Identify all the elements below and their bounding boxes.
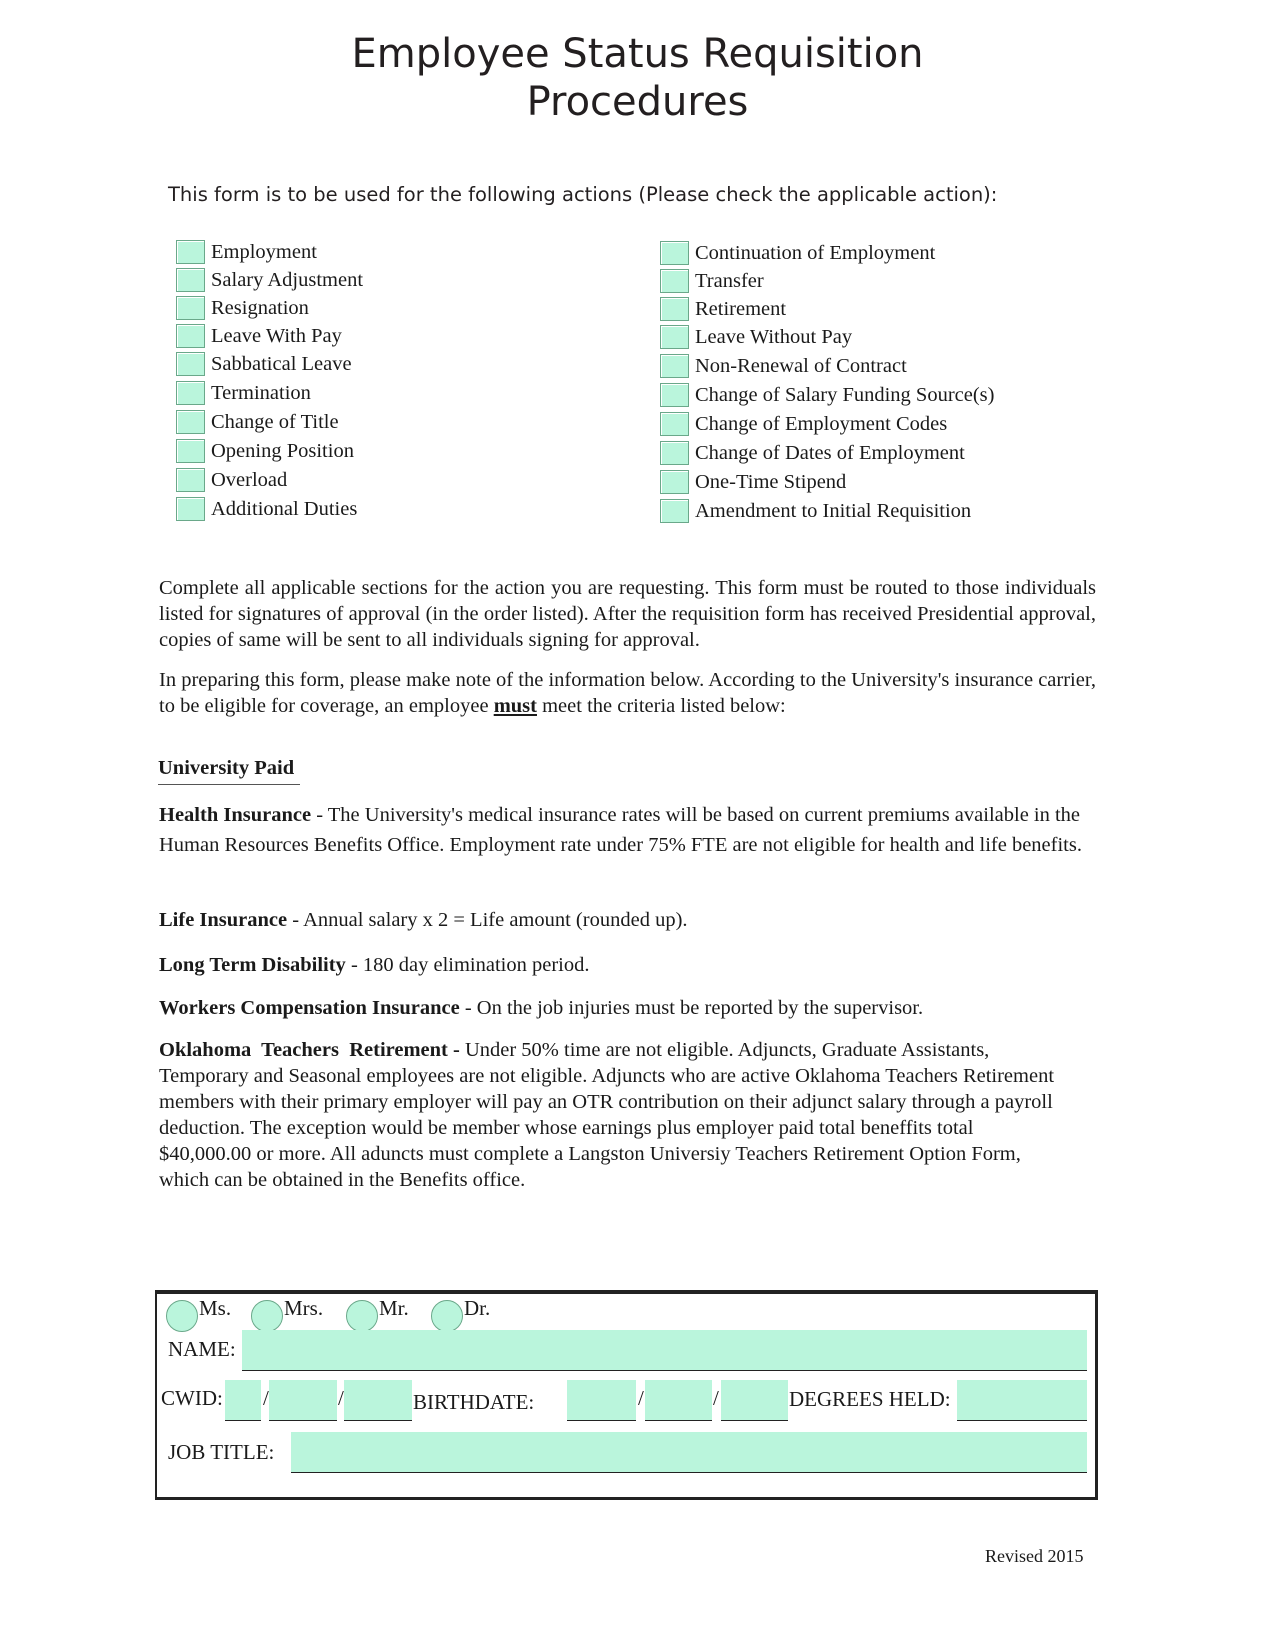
- birthdate-separator: /: [713, 1386, 719, 1410]
- birthdate-year-field[interactable]: [721, 1380, 788, 1421]
- action-checkbox[interactable]: [176, 439, 205, 463]
- action-label: Termination: [211, 381, 311, 404]
- section-title-underline: [158, 784, 300, 785]
- action-option[interactable]: [176, 294, 309, 322]
- action-checkbox[interactable]: [176, 497, 205, 521]
- action-label: Employment: [211, 240, 317, 263]
- life-insurance-title: Life Insurance: [159, 909, 288, 931]
- action-checkbox[interactable]: [660, 325, 689, 349]
- action-option[interactable]: [660, 439, 965, 467]
- name-field[interactable]: [242, 1330, 1087, 1371]
- action-option[interactable]: [176, 379, 311, 407]
- eligibility-paragraph: In preparing this form, please make note of the information below. According to the University's insurance carrier, to be eligible for coverage, an employee must meet the criteria listed below:: [159, 669, 1096, 717]
- action-option[interactable]: [660, 497, 971, 525]
- salutation-option[interactable]: [431, 1296, 490, 1328]
- action-option[interactable]: [176, 437, 354, 465]
- action-option[interactable]: [176, 238, 317, 266]
- revision-note: Revised 2015: [985, 1546, 1084, 1566]
- action-option[interactable]: [660, 295, 786, 323]
- action-checkbox[interactable]: [176, 324, 205, 348]
- action-checkbox[interactable]: [176, 268, 205, 292]
- action-label: Change of Dates of Employment: [695, 441, 965, 464]
- action-option[interactable]: [176, 466, 287, 494]
- workers-compensation-title: Workers Compensation Insurance: [159, 997, 460, 1019]
- job-title-label: JOB TITLE:: [168, 1440, 275, 1464]
- action-label: Additional Duties: [211, 497, 358, 520]
- action-checkbox[interactable]: [176, 240, 205, 264]
- cwid-separator: /: [338, 1386, 344, 1410]
- salutation-radio[interactable]: [431, 1300, 463, 1332]
- page-title: [0, 30, 1275, 126]
- action-checkbox[interactable]: [660, 470, 689, 494]
- action-label: Resignation: [211, 296, 309, 319]
- action-label: Sabbatical Leave: [211, 352, 352, 375]
- health-insurance-title: Health Insurance: [159, 804, 312, 826]
- birthdate-label: BIRTHDATE:: [413, 1390, 535, 1414]
- salutation-option[interactable]: [346, 1296, 409, 1328]
- cwid-separator: /: [263, 1386, 269, 1410]
- action-option[interactable]: [660, 468, 846, 496]
- action-checkbox[interactable]: [176, 296, 205, 320]
- page-title-line1: Employee Status Requisition: [351, 31, 924, 77]
- teachers-retirement-title: Oklahoma Teachers Retirement -: [159, 1039, 460, 1061]
- salutation-option[interactable]: [166, 1296, 231, 1328]
- salutation-radio[interactable]: [166, 1300, 198, 1332]
- birthdate-separator: /: [638, 1386, 644, 1410]
- action-label: Opening Position: [211, 439, 354, 462]
- action-checkbox[interactable]: [176, 352, 205, 376]
- action-checkbox[interactable]: [660, 383, 689, 407]
- action-label: Non-Renewal of Contract: [695, 354, 907, 377]
- teachers-retirement-paragraph: Oklahoma Teachers Retirement - Under 50% time are not eligible. Adjuncts, Graduate Assistants, Temporary and Seasonal employees are not eligible. Adjuncts who are active Oklahoma Teachers Retirement members with their primary employer will pay an OTR contribution on their adjunct salary through a payroll deduction. The exception would be member whose earnings plus employer paid total beneffits total $40,000.00 or more. All aduncts must complete a Langston Universiy Teachers Retirement Option Form, which can be obtained in the Benefits office.: [159, 1039, 1055, 1191]
- cwid-field-part2[interactable]: [269, 1380, 337, 1421]
- cwid-field-part3[interactable]: [344, 1380, 412, 1421]
- birthdate-month-field[interactable]: [567, 1380, 636, 1421]
- action-checkbox[interactable]: [660, 241, 689, 265]
- action-label: One-Time Stipend: [695, 470, 847, 493]
- name-label: NAME:: [168, 1337, 236, 1361]
- action-option[interactable]: [176, 408, 339, 436]
- instructions-text: This form is to be used for the following actions (Please check the applicable action):: [168, 183, 998, 206]
- action-checkbox[interactable]: [660, 297, 689, 321]
- degrees-held-field[interactable]: [957, 1380, 1087, 1421]
- action-checkbox[interactable]: [660, 499, 689, 523]
- health-insurance-paragraph: Health Insurance - The University's medical insurance rates will be based on current premiums available in the Human Resources Benefits Office. Employment rate under 75% FTE are not eligible for health and life benefits.: [159, 804, 1082, 856]
- salutation-radio[interactable]: [346, 1300, 378, 1332]
- life-insurance-paragraph: Life Insurance - Annual salary x 2 = Life amount (rounded up).: [159, 909, 688, 931]
- salutation-label: Ms.: [199, 1296, 232, 1320]
- degrees-held-label: DEGREES HELD:: [789, 1387, 951, 1411]
- action-option[interactable]: [660, 410, 947, 438]
- emphasis-must: must: [493, 695, 537, 717]
- action-label: Leave With Pay: [211, 324, 342, 347]
- salutation-label: Dr.: [464, 1296, 491, 1320]
- page-title-line2: Procedures: [526, 79, 749, 125]
- action-label: Salary Adjustment: [211, 268, 364, 291]
- action-label: Retirement: [695, 297, 787, 320]
- action-label: Change of Title: [211, 410, 339, 433]
- action-option[interactable]: [660, 381, 994, 409]
- action-label: Continuation of Employment: [695, 241, 936, 264]
- action-option[interactable]: [176, 266, 363, 294]
- action-label: Overload: [211, 468, 288, 491]
- action-label: Transfer: [695, 269, 764, 292]
- workers-compensation-paragraph: Workers Compensation Insurance - On the job injuries must be reported by the supervisor.: [159, 997, 924, 1019]
- salutation-label: Mrs.: [284, 1296, 324, 1320]
- cwid-label: CWID:: [161, 1386, 223, 1410]
- cwid-field-part1[interactable]: [225, 1380, 261, 1421]
- action-option[interactable]: [660, 267, 764, 295]
- action-label: Leave Without Pay: [695, 325, 853, 348]
- job-title-field[interactable]: [291, 1432, 1087, 1473]
- action-checkbox[interactable]: [660, 354, 689, 378]
- action-label: Amendment to Initial Requisition: [695, 499, 972, 522]
- long-term-disability-paragraph: Long Term Disability - 180 day elimination period.: [159, 954, 590, 976]
- action-checkbox[interactable]: [660, 412, 689, 436]
- action-checkbox[interactable]: [176, 410, 205, 434]
- action-option[interactable]: [660, 323, 852, 351]
- action-label: Change of Salary Funding Source(s): [695, 383, 995, 406]
- routing-paragraph: Complete all applicable sections for the action you are requesting. This form must be routed to those individuals listed for signatures of approval (in the order listed). After the requisition form has received Presidential approval, copies of same will be sent to all individuals signing for approval.: [159, 577, 1096, 651]
- long-term-disability-title: Long Term Disability: [159, 954, 346, 976]
- section-title: University Paid: [158, 757, 295, 779]
- action-option[interactable]: [176, 350, 352, 378]
- birthdate-day-field[interactable]: [645, 1380, 712, 1421]
- action-option[interactable]: [176, 322, 342, 350]
- action-option[interactable]: [660, 352, 907, 380]
- action-option[interactable]: [660, 239, 935, 267]
- action-checkbox[interactable]: [660, 441, 689, 465]
- action-checkbox[interactable]: [176, 468, 205, 492]
- salutation-label: Mr.: [379, 1296, 409, 1320]
- salutation-radio[interactable]: [251, 1300, 283, 1332]
- action-checkbox[interactable]: [660, 269, 689, 293]
- action-checkbox[interactable]: [176, 381, 205, 405]
- salutation-option[interactable]: [251, 1296, 323, 1328]
- action-label: Change of Employment Codes: [695, 412, 948, 435]
- action-option[interactable]: [176, 495, 357, 523]
